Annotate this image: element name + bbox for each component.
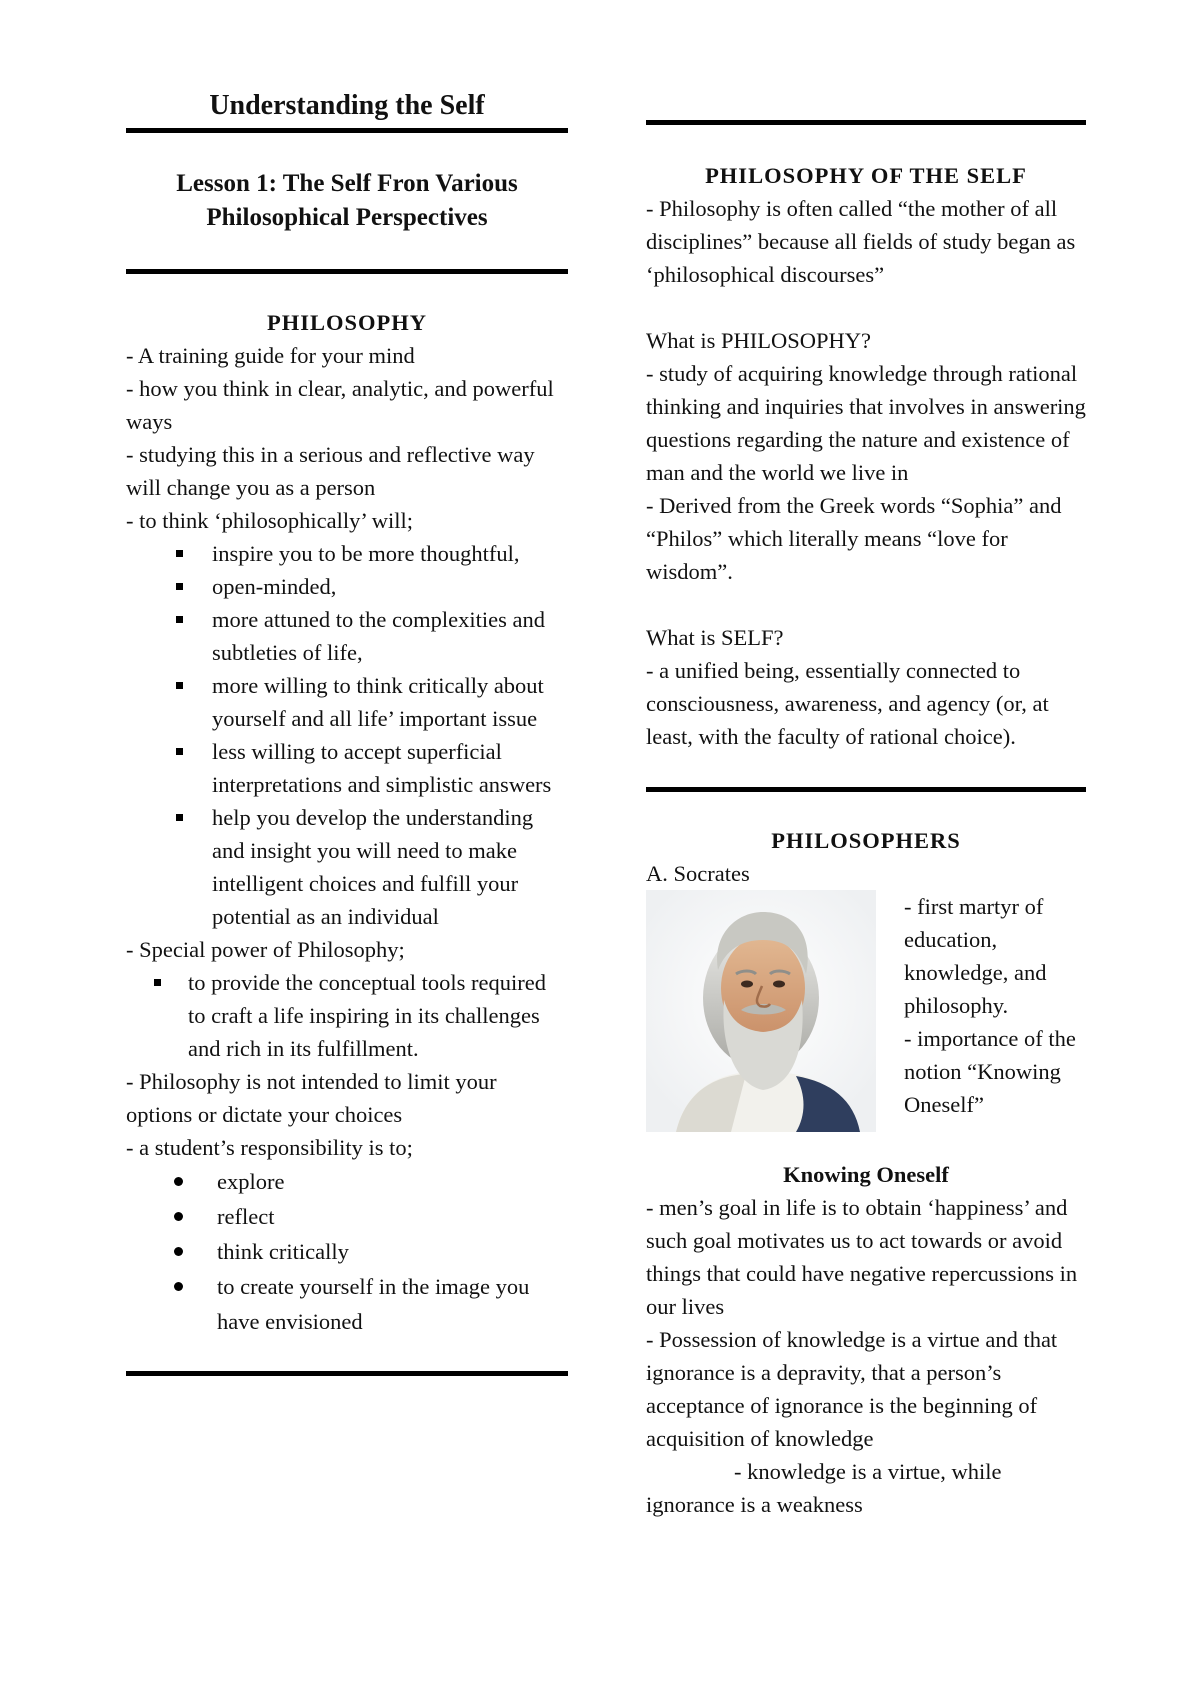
knowing-oneself-text-3: - knowledge is a virtue, while: [734, 1459, 1002, 1484]
left-column: [126, 88, 568, 1376]
knowing-oneself-text-2: - Possession of knowledge is a virtue and that ignorance is a depravity, that a person’s acceptance of ignorance is the beginning of acquisition of knowledge: [646, 1327, 1058, 1451]
responsibility-line: - a student’s responsibility is to;: [126, 1135, 413, 1160]
intro-line: - studying this in a serious and reflective way will change you as a person: [126, 442, 535, 500]
philosophers-heading: PHILOSOPHERS: [771, 828, 961, 853]
special-bullet-list: [126, 966, 568, 1065]
knowing-oneself-text-4: ignorance is a weakness: [646, 1492, 863, 1517]
intro-line: - how you think in clear, analytic, and powerful ways: [126, 376, 554, 434]
list-item: more attuned to the complexities and subtleties of life,: [126, 603, 568, 669]
list-item: explore: [126, 1164, 568, 1199]
socrates-label: A. Socrates: [646, 861, 750, 886]
answer-self: - a unified being, essentially connected to consciousness, awareness, and agency (or, at least, with the faculty of rational choice).: [646, 658, 1049, 749]
list-item: less willing to accept superficial interpretations and simplistic answers: [126, 735, 568, 801]
document-title: Understanding the Self: [209, 90, 485, 121]
think-bullet-list: [126, 537, 568, 933]
knowing-oneself-text-1: - men’s goal in life is to obtain ‘happiness’ and such goal motivates us to act towards or avoid things that could have negative repercussions in our lives: [646, 1195, 1078, 1319]
socrates-portrait: [646, 890, 876, 1132]
intro-line: - to think ‘philosophically’ will;: [126, 508, 414, 533]
answer-philosophy-1: - study of acquiring knowledge through rational thinking and inquiries that involves in answering questions regarding the nature and existence of man and the world we live in: [646, 361, 1086, 485]
philosophy-of-self-heading: PHILOSOPHY OF THE SELF: [705, 163, 1027, 188]
list-item: to provide the conceptual tools required to craft a life inspiring in its challenges and rich in its fulfillment.: [126, 966, 568, 1065]
socrates-section: [646, 890, 1086, 1158]
answer-philosophy-2: - Derived from the Greek words “Sophia” and “Philos” which literally means “love for wisdom”.: [646, 493, 1062, 584]
question-philosophy: What is PHILOSOPHY?: [646, 328, 871, 353]
list-item: to create yourself in the image you have envisioned: [126, 1269, 568, 1339]
mother-of-disciplines-text: - Philosophy is often called “the mother of all disciplines” because all fields of study began as ‘philosophical discourses”: [646, 196, 1076, 287]
lesson-title-line1: Lesson 1: The Self Fron Various: [176, 170, 518, 197]
section-end-rule: [126, 1371, 568, 1376]
responsibility-bullet-list: [126, 1164, 568, 1339]
list-item: inspire you to be more thoughtful,: [126, 537, 568, 570]
list-item: reflect: [126, 1199, 568, 1234]
knowing-oneself-heading: Knowing Oneself: [783, 1162, 949, 1187]
lesson-title-line2: Philosophical Perspectives: [206, 204, 488, 231]
socrates-note-1: - first martyr of education, knowledge, and philosophy.: [904, 894, 1047, 1018]
special-power-line: - Special power of Philosophy;: [126, 937, 405, 962]
not-intended-line: - Philosophy is not intended to limit your options or dictate your choices: [126, 1069, 497, 1127]
socrates-note-2: - importance of the notion “Knowing Oneself”: [904, 1026, 1076, 1117]
list-item: more willing to think critically about yourself and all life’ important issue: [126, 669, 568, 735]
intro-line: - A training guide for your mind: [126, 343, 415, 368]
question-self: What is SELF?: [646, 625, 784, 650]
socrates-notes: [904, 890, 1094, 1121]
right-column: [646, 120, 1086, 1521]
list-item: think critically: [126, 1234, 568, 1269]
philosophy-heading: PHILOSOPHY: [266, 310, 428, 335]
list-item: open-minded,: [126, 570, 568, 603]
list-item: help you develop the understanding and insight you will need to make intelligent choices and fulfill your potential as an individual: [126, 801, 568, 933]
